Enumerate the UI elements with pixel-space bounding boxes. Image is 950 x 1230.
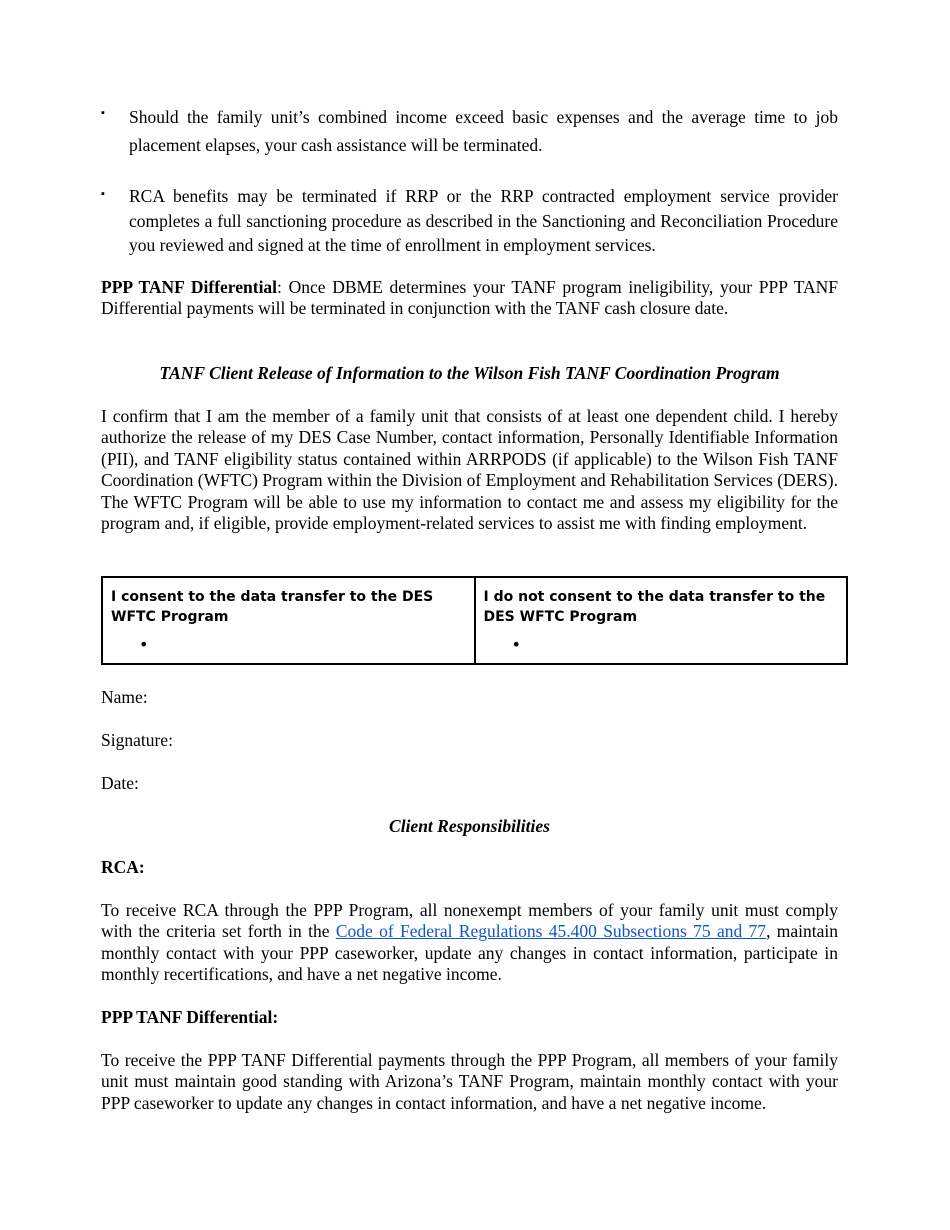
consent-label: I consent to the data transfer to the DES WFTC Program	[111, 589, 434, 625]
date-label: Date:	[101, 773, 139, 793]
consent-bullet-icon: •	[139, 635, 149, 654]
rca-text-before: To receive RCA through the PPP Program, all nonexempt members of your family unit must comply with the criteria set forth in the	[101, 900, 838, 942]
bullet-item-job-placement	[101, 103, 838, 159]
consent-table	[101, 576, 848, 665]
bullet-text: Should the family unit’s combined income exceed basic expenses and the average time to job placement elapses, your cash assistance will be terminated.	[129, 107, 838, 155]
consent-cell[interactable]	[102, 577, 475, 664]
name-label: Name:	[101, 687, 148, 707]
ppp-differential-text: : Once DBME determines your TANF program ineligibility, your PPP TANF Differential payments will be terminated in conjunction with the TANF cash closure date.	[101, 277, 838, 319]
no-consent-bullet-icon: •	[511, 635, 521, 654]
no-consent-cell[interactable]	[475, 577, 848, 664]
ppp-tanf-heading: PPP TANF Differential:	[101, 1007, 279, 1027]
rca-paragraph	[101, 900, 838, 986]
bullet-item-rca-termination	[101, 184, 838, 258]
ppp-differential-label: PPP TANF Differential	[101, 277, 278, 297]
cfr-link[interactable]: Code of Federal Regulations 45.400 Subsections 75 and 77	[335, 921, 767, 942]
responsibilities-heading: Client Responsibilities	[389, 816, 550, 836]
bullet-square-icon: ▪	[101, 107, 105, 119]
bullet-square-icon: ▪	[101, 188, 105, 200]
release-paragraph: I confirm that I am the member of a family unit that consists of at least one dependent child. I hereby authorize the release of my DES Case Number, contact information, Personally Identifiable Information (PII), and TANF eligibility status contained within ARRPODS (if applicable) to the Wilson Fish TANF Coordination (WFTC) Program within the Division of Employment and Rehabilitation Services (DERS). The WFTC Program will be able to use my information to contact me and assess my eligibility for the program and, if eligible, provide employment-related services to assist me with finding employment.	[101, 406, 838, 534]
signature-label: Signature:	[101, 730, 173, 750]
bullet-text: RCA benefits may be terminated if RRP or the RRP contracted employment service provider completes a full sanctioning procedure as described in the Sanctioning and Reconciliation Procedure you reviewed and signed at the time of enrollment in employment services.	[129, 186, 838, 255]
no-consent-label: I do not consent to the data transfer to the DES WFTC Program	[483, 589, 826, 625]
rca-heading: RCA:	[101, 857, 145, 877]
release-heading: TANF Client Release of Information to the Wilson Fish TANF Coordination Program	[159, 363, 780, 383]
ppp-tanf-paragraph: To receive the PPP TANF Differential payments through the PPP Program, all members of your family unit must maintain good standing with Arizona’s TANF Program, maintain monthly contact with your PPP caseworker to update any changes in contact information, and have a net negative income.	[101, 1050, 838, 1113]
rca-text-after: , maintain monthly contact with your PPP caseworker, update any changes in contact information, participate in monthly recertifications, and have a net negative income.	[101, 921, 839, 985]
ppp-differential-paragraph	[101, 277, 838, 320]
